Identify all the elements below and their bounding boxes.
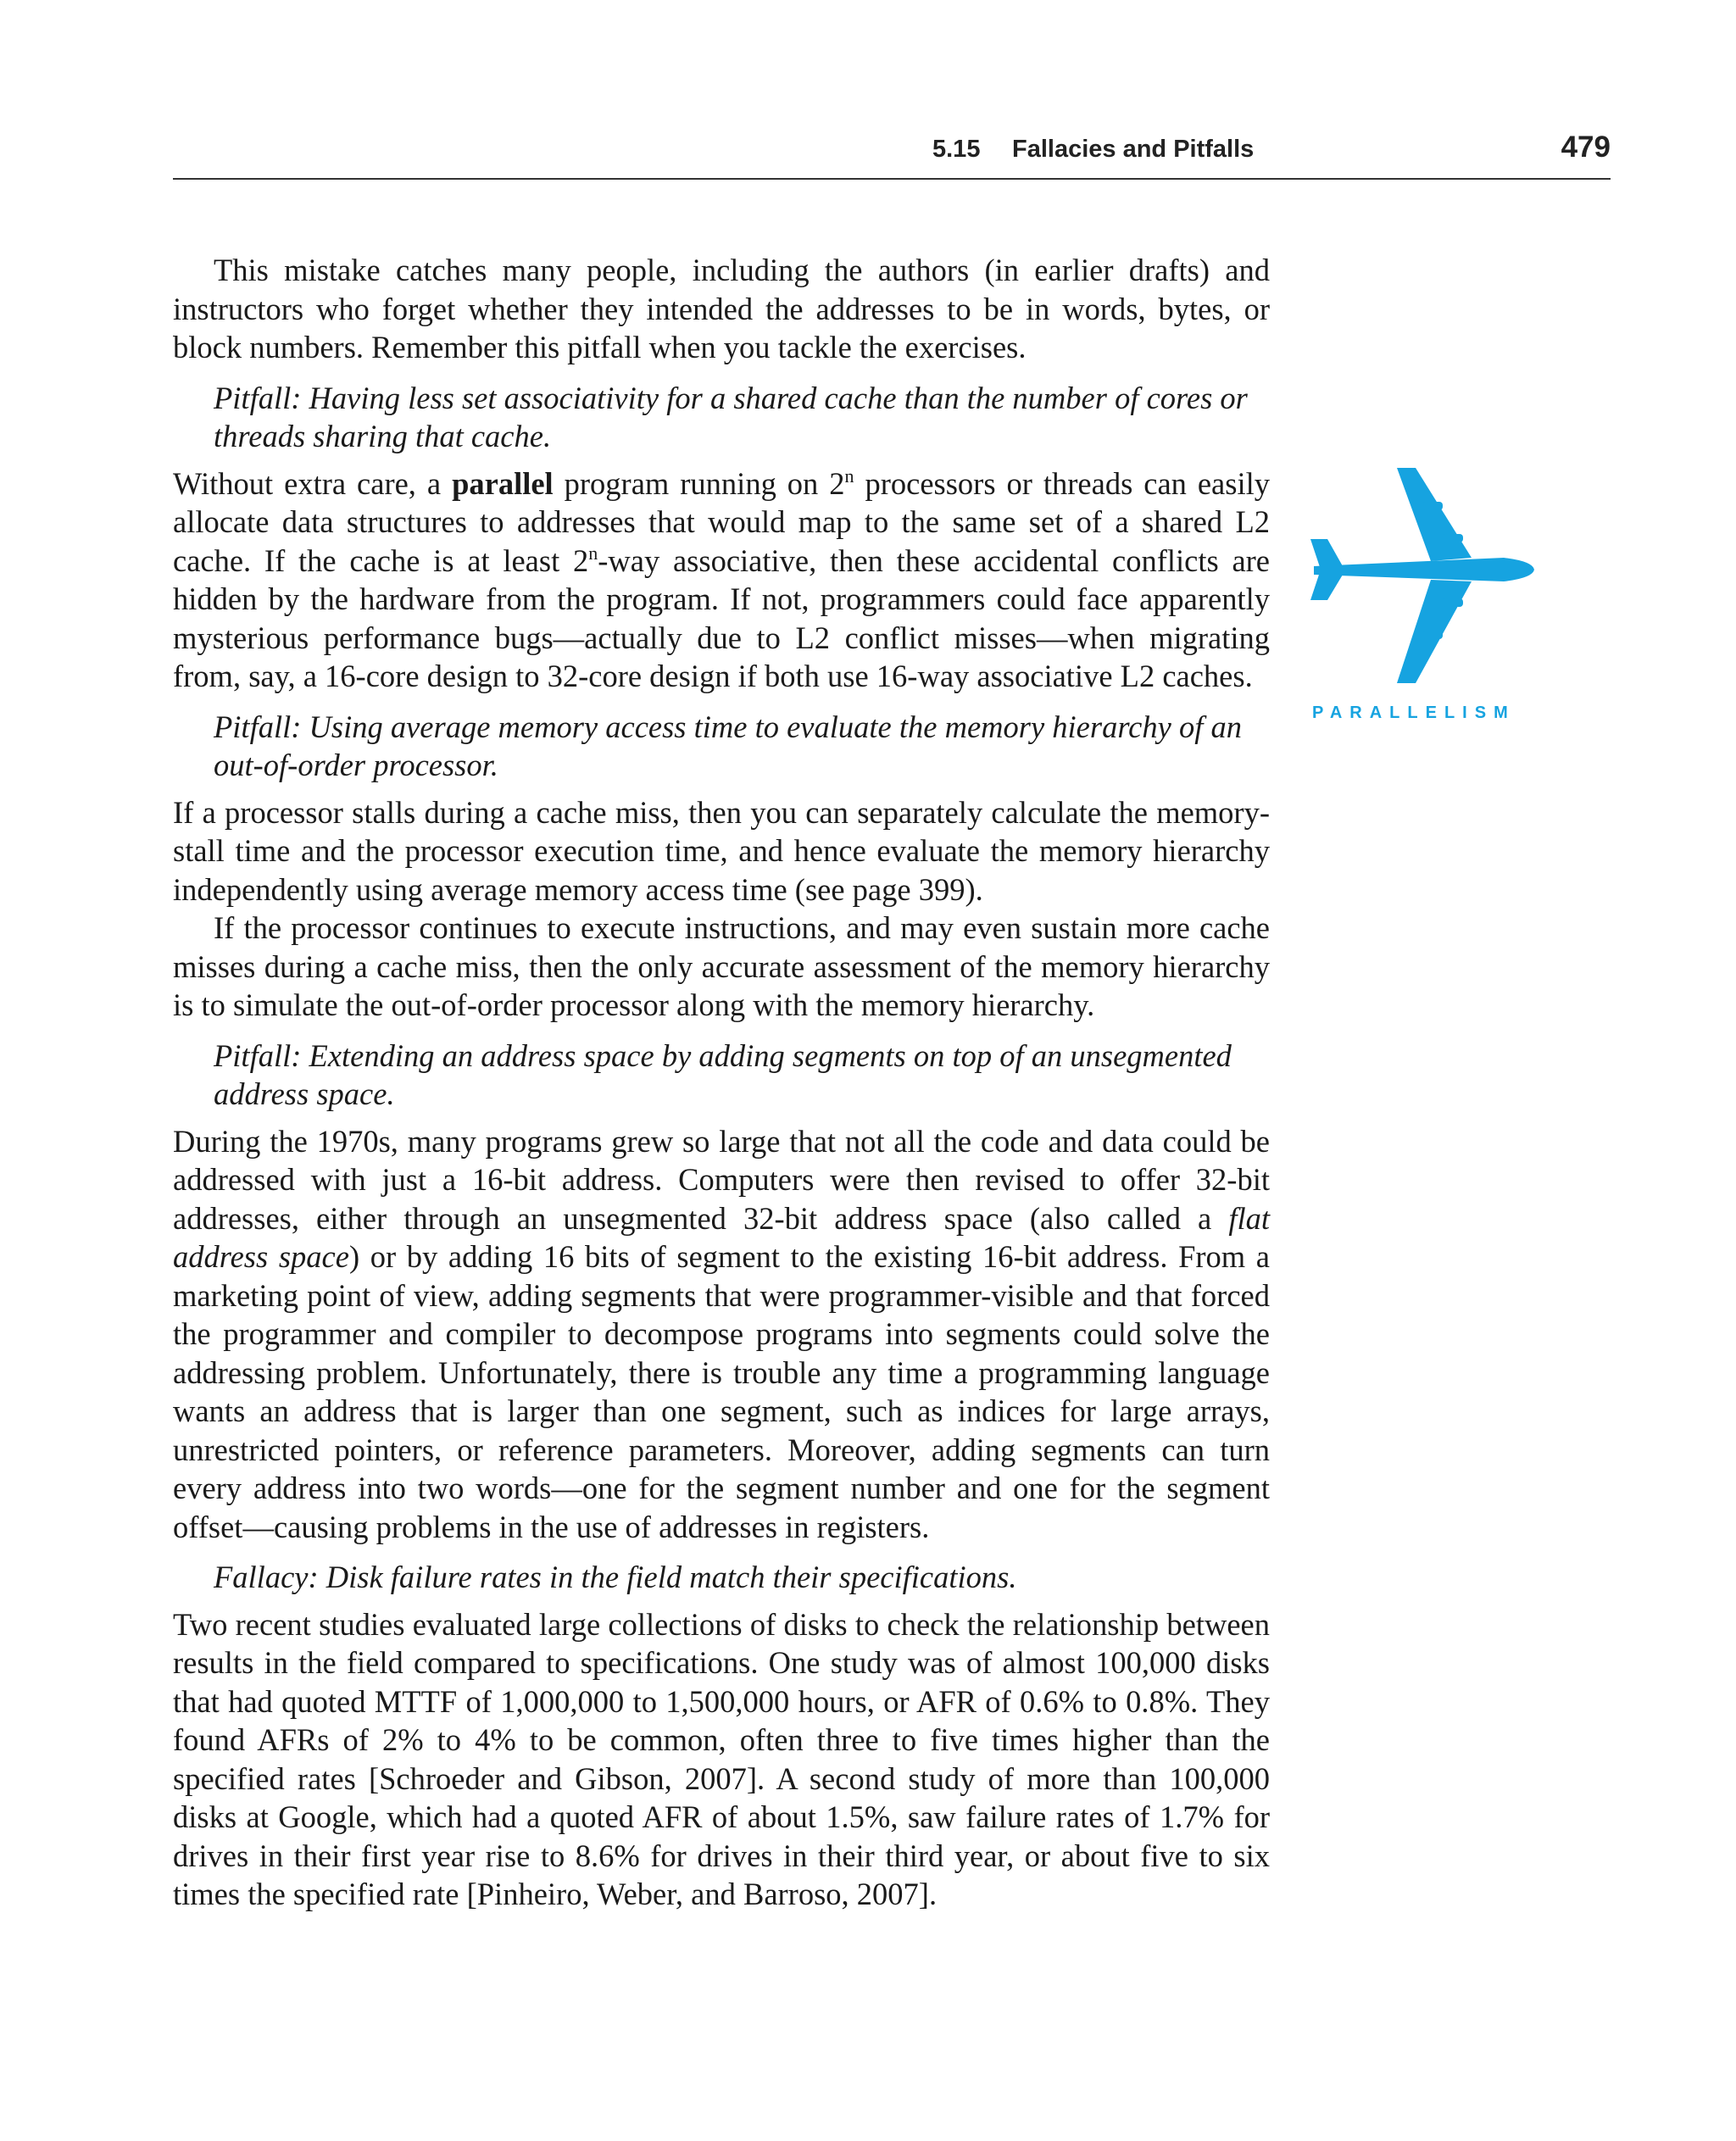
- pitfall-heading: Pitfall: Having less set associativity for a shared cache than the number of cores or threads sharing that cache.: [214, 380, 1248, 453]
- section-number: 5.15: [932, 136, 981, 163]
- page-number: 479: [1561, 131, 1611, 164]
- header-rule: [173, 178, 1611, 180]
- paragraph: During the 1970s, many programs grew so large that not all the code and data could be addressed with just a 16-bit address. Computers were then revised to offer 32-bit addresses, either through an unsegmented 32-bit address space (also called a flat address space) or by adding 16 bits of segment to the existing 16-bit address. From a marketing point of view, adding segments that were programmer-visible and that forced the programmer and compiler to decompose programs into segments could solve the addressing problem. Unfortunately, there is trouble any time a programming language wants an address that is larger than one segment, such as indices for large arrays, unrestricted pointers, or reference parameters. Moreover, adding segments can turn every address into two words—one for the segment number and one for the segment offset—causing problems in the use of addresses in registers.: [173, 1123, 1270, 1544]
- paragraph: If a processor stalls during a cache miss, then you can separately calculate the memory-stall time and the processor execution time, and hence evaluate the memory hierarchy independently using average memory access time (see page 399).: [173, 794, 1270, 907]
- pitfall-heading: Pitfall: Extending an address space by adding segments on top of an unsegmented address space.: [214, 1037, 1232, 1111]
- body-text: [173, 251, 1270, 1914]
- pitfall-heading: Pitfall: Using average memory access time to evaluate the memory hierarchy of an out-of-order processor.: [214, 709, 1242, 782]
- superscript: n: [844, 464, 854, 487]
- key-term: parallel: [452, 465, 554, 501]
- margin-label: PARALLELISM: [1312, 703, 1516, 722]
- italic-term: flat address space: [173, 1200, 1270, 1274]
- section-title: Fallacies and Pitfalls: [1012, 136, 1255, 163]
- paragraph: Without extra care, a parallel program running on 2$^n$ processors or threads can easily allocate data structures to addresses that would map to the same set of a shared L2 cache. If the cache is at least 2$^n$-way associative, then these accidental conflicts are hidden by the hardware from the program. If not, programmers could face apparently mysterious performance bugs—actually due to L2 conflict misses—when migrating from, say, a 16-core design to 32-core design if both use 16-way associative L2 caches.: [173, 464, 1271, 693]
- superscript: n: [588, 542, 598, 564]
- airplane-icon: [1304, 468, 1538, 688]
- running-head: [173, 129, 1611, 170]
- paragraph: This mistake catches many people, including the authors (in earlier drafts) and instructors who forget whether they intended the addresses to be in words, bytes, or block numbers. Remember this pitfall when you tackle the exercises.: [173, 253, 1270, 364]
- paragraph: If the processor continues to execute instructions, and may even sustain more cache misses during a cache miss, then the only accurate assessment of the memory hierarchy is to simulate the out-of-order processor along with the memory hierarchy.: [173, 910, 1270, 1022]
- paragraph: Two recent studies evaluated large collections of disks to check the relationship between results in the field compared to specifications. One study was of almost 100,000 disks that had quoted MTTF of 1,000,000 to 1,500,000 hours, or AFR of 0.6% to 0.8%. They found AFRs of 2% to 4% to be common, often three to five times higher than the specified rates [Schroeder and Gibson, 2007]. A second study of more than 100,000 disks at Google, which had a quoted AFR of about 1.5%, saw failure rates of 1.7% for drives in their first year rise to 8.6% for drives in their third year, or about five to six times the specified rate [Pinheiro, Weber, and Barroso, 2007].: [173, 1606, 1270, 1911]
- fallacy-heading: Fallacy: Disk failure rates in the field match their specifications.: [214, 1560, 1017, 1594]
